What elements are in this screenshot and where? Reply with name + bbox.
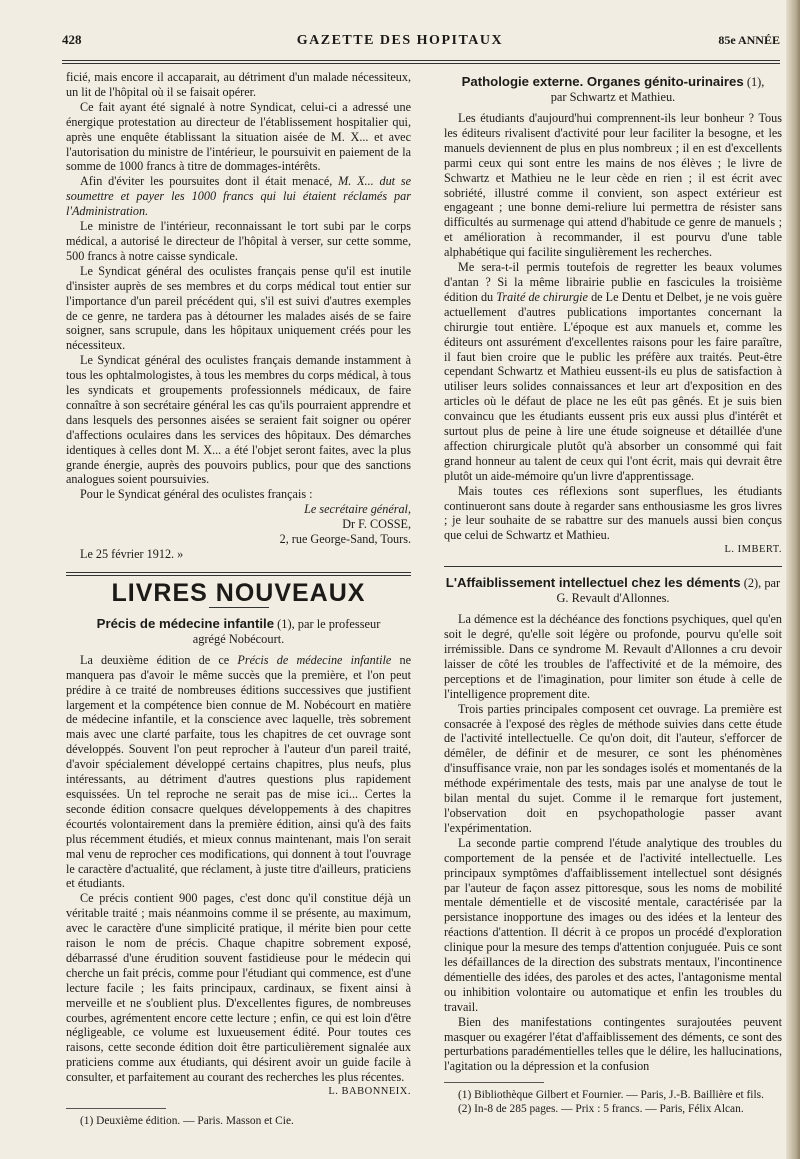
article-signature: L. IMBERT. [724, 544, 782, 556]
text-run: de Le Dentu et Delbet, je ne vois guère actuellement d'autres publications importantes concernant la chirurgie tout entière. L'époque est aux manuels et, comme les éditeurs ont assurément d'excellentes raisons pour les faire paraître, il faut bien croire que le public les préfère aux traités. Peut-être cependant Schwartz et Mathieu eussent-ils eu plus de satisfaction à utiliser leurs solides connaissances et leur art d'exposition en des articles où le défaut de place ne les eût pas gênés. Et je suis bien convaincu que les étudiants eussent pris eux aussi plus d'intérêt et surtout plus de peine à lire une étude soigneuse et détaillée d'une affection chirurgicale plutôt qu'à absorber un consommé qui fait grand honneur au talent de ceux qui l'ont écrit, mais qui devrait être plutôt un aide-mémoire qu'un livre d'apprentissage. [444, 289, 782, 483]
paragraph: Le ministre de l'intérieur, reconnaissant le tort subi par le corps médical, a autorisé le directeur de l'hôpital à verser, sur cette somme, 500 francs à notre caisse syndicale. [66, 219, 411, 263]
paragraph: Le Syndicat général des oculistes français demande instamment à tous les ophtalmologistes, à tous les membres du corps médical, à tous les syndicats et groupements professionnels médicaux, de faire connaître à son secrétaire général les cas qu'ils pourraient apprendre et dans lesquels des personnes aisées se seraient fait soigner ou opérer d'affections oculaires dans les services des hôpitaux. Des démarches identiques à celles dont M. X... a été l'objet seront faites, avec la plus grande énergie, auprès des pouvoirs publics, pour que des sanctions analogues soient poursuivies. [66, 353, 411, 487]
paragraph: Bien des manifestations contingentes surajoutées peuvent masquer ou exagérer l'état d'affaiblissement des déments, ce sont des perturbations paradémentielles telles que le délire, les hallucinations, l'agitation ou la dépression et la confusion [444, 1014, 782, 1074]
journal-title: GAZETTE DES HOPITAUX [296, 33, 504, 48]
review-title-text: Précis de médecine infantile [96, 615, 275, 631]
article-author: par Schwartz et Mathieu. [550, 90, 676, 104]
section-rule [66, 572, 411, 576]
article-title-text: L'Affaiblissement intellectuel chez les déments [445, 575, 741, 591]
heading-underline [209, 607, 269, 608]
signature-title-text: Le secrétaire général, [304, 502, 411, 517]
article-title-rest: (2), par [740, 576, 781, 591]
italic-run: M. X... dut se soumettre et payer les 1000 francs qui lui étaient réclamés par l'Administration. [66, 174, 412, 219]
review-signature: L. BABONNEIX. [328, 1086, 411, 1098]
paragraph: Ce précis contient 900 pages, c'est donc qu'il constitue déjà un véritable traité ; mais néanmoins comme il se présente, au maximum, avec le caractère d'une simplicité pratique, il mérite bien pour cette raison le nom de précis. Chaque chapitre sobrement exposé, débarrassé d'une érudition souvent fastidieuse pour le médecin qui cherche un fait précis, comme pour l'étudiant qui commence, est d'une lecture facile ; les faits principaux, cardinaux, se fixent ainsi à merveille et ne s'oublient plus. D'excellentes figures, de nombreuses courbes, agrémentent encore cette lecture ; enfin, ce qui est loin d'être négligeable, ce volume est luxueusement édité. Pour toutes ces raisons, cette seconde édition doit être particulièrement signalée aux praticiens comme aux étudiants, qui désirent avoir un guide facile à consulter, et parfaitement au courant des recherches les plus récentes. [66, 891, 411, 1085]
page-number: 428 [62, 32, 82, 47]
article-author: G. Revault d'Allonnes. [556, 591, 670, 606]
paragraph: Ce fait ayant été signalé à notre Syndicat, celui-ci a adressé une énergique protestation au directeur de l'établissement hospitalier qui, après une enquête établissant la situation aisée de M. X... et avec l'autorisation du ministre de l'intérieur, le poursuivit en paiement de la somme de 1000 francs à titre de dommages-intérêts. [66, 99, 411, 174]
footnote: (1) Deuxième édition. — Paris. Masson et Cie. [80, 1115, 294, 1127]
italic-run: Précis de médecine infantile [237, 652, 392, 667]
review-title-rest: (1), par le professeur [274, 616, 381, 631]
text-run: La deuxième édition de ce [80, 652, 238, 667]
signature-address: 2, rue George-Sand, Tours. [279, 532, 411, 547]
journal-year: 85e ANNÉE [718, 33, 780, 47]
review-author: agrégé Nobécourt. [192, 631, 285, 646]
paragraph [66, 174, 411, 219]
article-title-text: Pathologie externe. Organes génito-urinaires [461, 74, 744, 89]
paragraph: ficié, mais encore il accaparait, au détriment d'un malade nécessiteux, un lit de l'hôpital où il se faisait opérer. [66, 70, 411, 99]
section-heading: LIVRES NOUVEAUX [111, 578, 366, 607]
article-title [444, 575, 782, 606]
footnote-rule [66, 1108, 166, 1109]
letter-date: Le 25 février 1912. » [80, 547, 184, 561]
text-run: Afin d'éviter les poursuites dont il était menacé, [80, 174, 339, 189]
paragraph [444, 260, 782, 484]
right-column [444, 70, 782, 1116]
article-title [444, 74, 782, 105]
article-title-rest: (1), [743, 75, 765, 89]
paragraph: Mais toutes ces réflexions sont superflues, les étudiants continueront sans doute à regarder sans enthousiasme les gros livres ; je leur souhaite de se rabattre sur des manuels aussi bien conçus que celui de Schwartz et Mathieu. [444, 483, 782, 543]
text-run: ne manquera pas d'avoir le même succès que la première, et l'on peut prédire à ce traité de nombreuses éditions successives que justifient largement et la compétence bien connue de M. Nobécourt en matière de médecine infantile, et la conscience avec laquelle, très sobrement mais avec une clarté parfaite, tous les chapitres de cet ouvrage sont développés. Souvent l'on peut reprocher à l'auteur d'un pareil traité, d'avoir spécialement développé certains chapitres, plus neufs, plus intéressants, au détriment d'autres questions plus rapidement esquissées. Un tel reproche ne serait pas de mise ici... Certes la seconde édition consacre quelques développements à des chapitres écourtés volontairement dans la première édition, ainsi qu'à des faits plus récemment étudiés, et mieux connus maintenant, mais l'on serait mal venu de reprocher ces modifications, qui donnent à tout l'ouvrage le caractère d'actualité, que réclament, à juste titre d'ailleurs, praticiens et étudiants. [66, 652, 411, 891]
header-rule [62, 60, 780, 64]
paragraph: La seconde partie comprend l'étude analytique des troubles du comportement de la pensée et de l'activité intellectuelle. Les principaux symptômes d'affaiblissement intellectuel sont désignés par l'auteur de façon assez pittoresque, sous les noms de mobilité mentale démentielle et de viscosité mentale, caractérisée par la persistance inopportune des images ou des idées et la lenteur des réactions d'attention. Il décrit à ce propos un procédé d'exploration clinique pour la mesure des temps d'attention conjuguée. Puis ce sont les défaillances de la direction des substrats mentaux, l'incontinence démentielle des idées, des paroles et des actes, l'antagonisme mental ou inhibition volontaire ou automatique et enfin les troubles du travail. [444, 835, 782, 1014]
paragraph: Le Syndicat général des oculistes français pense qu'il est inutile d'insister auprès de ses membres et du corps médical tout entier sur l'importance d'un pareil précédent qui, s'il est suivi d'autres exemples de ce genre, ne tardera pas à détourner les malades aisés de se faire soigner, sans scrupule, dans les hôpitaux uniquement créés pour les nécessiteux. [66, 263, 411, 353]
footnote: (2) In-8 de 285 pages. — Prix : 5 francs. — Paris, Félix Alcan. [458, 1102, 744, 1115]
footnote: (1) Bibliothèque Gilbert et Fournier. — Paris, J.-B. Baillière et fils. [458, 1089, 764, 1102]
paragraph: Pour le Syndicat général des oculistes français : [80, 487, 313, 502]
footnote-rule [444, 1082, 544, 1083]
page-edge-shadow [786, 0, 800, 1159]
paragraph: La démence est la déchéance des fonctions psychiques, quel qu'en soit le degré, qu'elle soit légère ou profonde, pourvu qu'elle soit irrémissible. Dans ce syndrome M. Revault d'Allonnes a cru devoir laisser de côté les troubles de l'affectivité et de la mémoire, des perceptions et de l'imagination, pour limiter son étude à celle de l'intelligence proprement dite. [444, 612, 782, 701]
text-run: Me sera-t-il permis toutefois de regretter les beaux volumes d'antan ? Si la même librairie publie en fascicules la troisième édition du [444, 260, 782, 304]
paragraph: Les étudiants d'aujourd'hui comprennent-ils leur bonheur ? Tous les éditeurs rivalisent d'activité pour leur faciliter la besogne, et les manuels deviennent de plus en plus nombreux ; il en est d'excellents parmi ceux qui sont entre les mains de nos élèves ; le livre de Schwartz et Mathieu ne le leur cède en rien ; il est écrit avec sobriété, illustré comme il convient, son aspect extérieur est engageant ; une bonne demi-reliure lui permettra de résister sans difficultés au surmenage qui attend d'habitude ce genre de manuels ; et amélioration à recommander, il est pourvu d'une table alphabétique qui facilite singulièrement les recherches. [444, 111, 782, 260]
article-separator [444, 566, 782, 567]
italic-run: Traité de chirurgie [496, 289, 588, 304]
paragraph: Trois parties principales composent cet ouvrage. La première est consacrée à l'exposé des règles de méthode suivies dans cette étude de l'activité intellectuelle. Ce qu'on doit, dit l'auteur, s'efforcer de démêler, de définir et de mesurer, ce sont les phénomènes d'insuffisance vraie, non par les sondages isolés et momentanés de la méthode expérimentale des tests, mais par une analyse de tout le bilan mental du sujet. Comme il le remarque fort justement, l'observation doit en psychopathologie passer avant l'expérimentation. [444, 701, 782, 835]
running-header [62, 32, 780, 58]
signature-title [66, 502, 411, 517]
left-column [66, 70, 411, 1129]
signature-name: Dr F. COSSE, [342, 517, 411, 532]
paragraph [66, 653, 411, 892]
review-title [66, 616, 411, 647]
